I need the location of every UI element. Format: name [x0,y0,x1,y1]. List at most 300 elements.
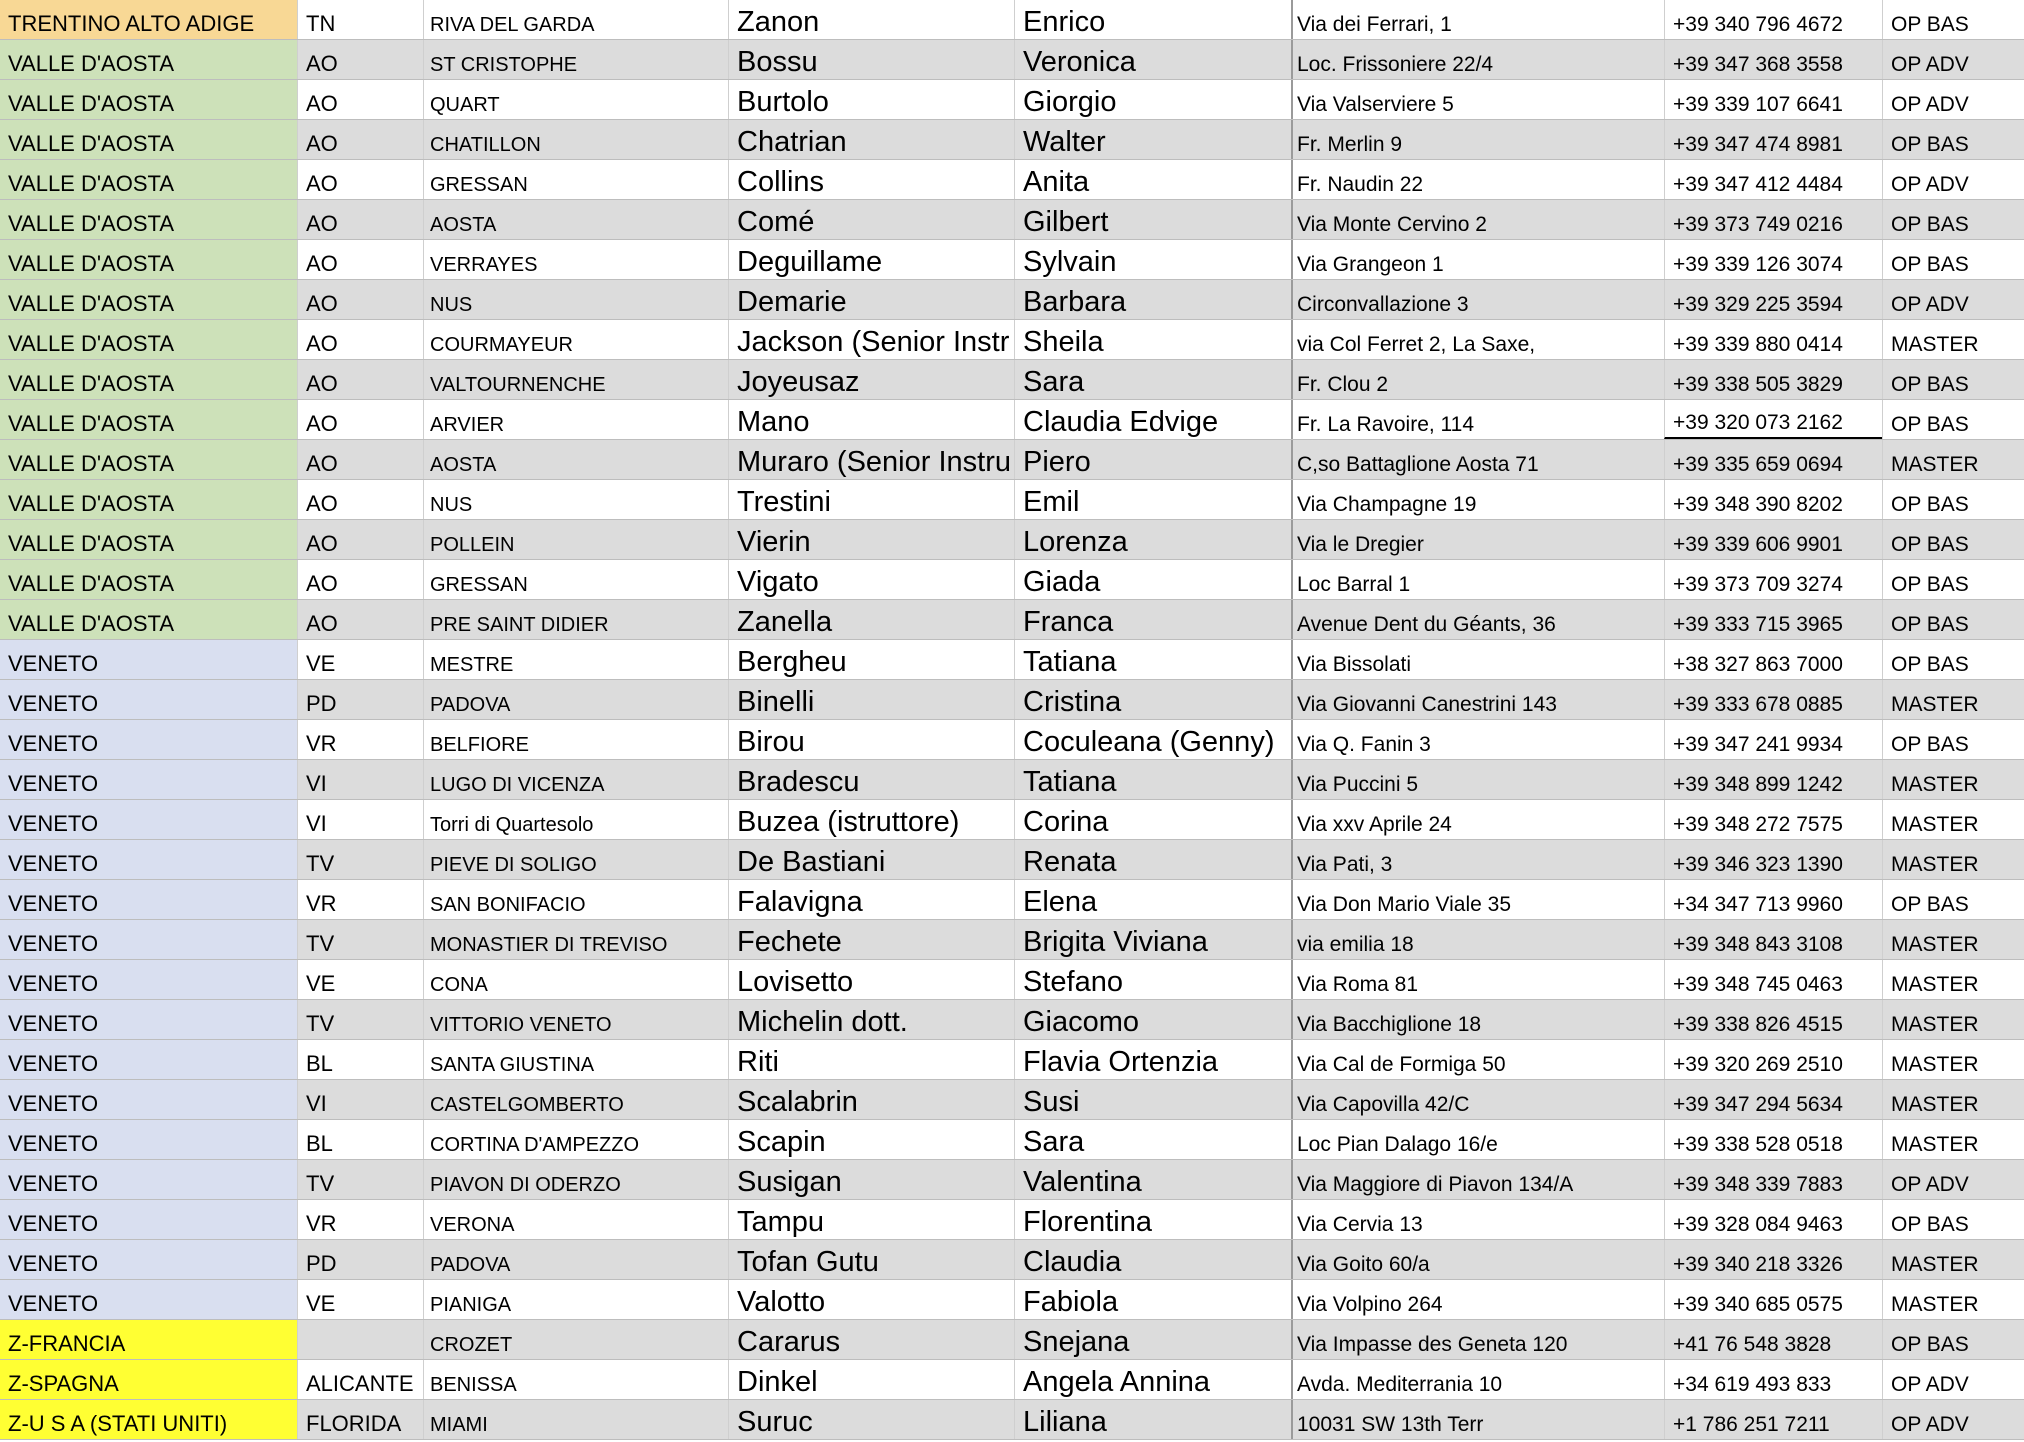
city-cell[interactable]: PRE SAINT DIDIER [423,600,728,639]
province-cell[interactable]: VR [297,1200,423,1239]
phone-cell[interactable]: +39 339 126 3074 [1664,240,1882,279]
region-cell[interactable]: VALLE D'AOSTA [0,440,297,479]
region-cell[interactable]: VALLE D'AOSTA [0,600,297,639]
table-row[interactable] [0,600,2024,640]
surname-cell[interactable]: Bergheu [728,640,1014,679]
level-cell[interactable]: MASTER [1882,960,2024,999]
address-cell[interactable]: Fr. Naudin 22 [1291,160,1664,199]
province-cell[interactable]: AO [297,120,423,159]
region-cell[interactable]: VALLE D'AOSTA [0,240,297,279]
province-cell[interactable] [297,1320,423,1359]
surname-cell[interactable]: Demarie [728,280,1014,319]
level-cell[interactable]: MASTER [1882,1120,2024,1159]
level-cell[interactable]: OP ADV [1882,40,2024,79]
address-cell[interactable]: Via Impasse des Geneta 120 [1291,1320,1664,1359]
table-row[interactable] [0,1000,2024,1040]
address-cell[interactable]: Via Pati, 3 [1291,840,1664,879]
surname-cell[interactable]: Vigato [728,560,1014,599]
address-cell[interactable]: Via Q. Fanin 3 [1291,720,1664,759]
address-cell[interactable]: Avenue Dent du Géants, 36 [1291,600,1664,639]
region-cell[interactable]: VENETO [0,720,297,759]
level-cell[interactable]: MASTER [1882,800,2024,839]
surname-cell[interactable]: Michelin dott. [728,1000,1014,1039]
phone-cell[interactable]: +34 619 493 833 [1664,1360,1882,1399]
phone-cell[interactable]: +41 76 548 3828 [1664,1320,1882,1359]
first-name-cell[interactable]: Giacomo [1014,1000,1291,1039]
level-cell[interactable]: OP BAS [1882,240,2024,279]
city-cell[interactable]: Torri di Quartesolo [423,800,728,839]
address-cell[interactable]: Via dei Ferrari, 1 [1291,0,1664,39]
phone-cell[interactable]: +39 328 084 9463 [1664,1200,1882,1239]
surname-cell[interactable]: Comé [728,200,1014,239]
address-cell[interactable]: Via Cal de Formiga 50 [1291,1040,1664,1079]
phone-cell[interactable]: +38 327 863 7000 [1664,640,1882,679]
table-row[interactable] [0,640,2024,680]
level-cell[interactable]: OP BAS [1882,400,2024,439]
address-cell[interactable]: Loc. Frissoniere 22/4 [1291,40,1664,79]
region-cell[interactable]: VENETO [0,640,297,679]
surname-cell[interactable]: Birou [728,720,1014,759]
first-name-cell[interactable]: Sara [1014,360,1291,399]
level-cell[interactable]: MASTER [1882,680,2024,719]
first-name-cell[interactable]: Claudia Edvige [1014,400,1291,439]
address-cell[interactable]: Via Goito 60/a [1291,1240,1664,1279]
level-cell[interactable]: MASTER [1882,1280,2024,1319]
surname-cell[interactable]: Lovisetto [728,960,1014,999]
phone-cell[interactable]: +39 347 241 9934 [1664,720,1882,759]
region-cell[interactable]: VENETO [0,1000,297,1039]
first-name-cell[interactable]: Franca [1014,600,1291,639]
first-name-cell[interactable]: Elena [1014,880,1291,919]
province-cell[interactable]: AO [297,80,423,119]
address-cell[interactable]: Avda. Mediterrania 10 [1291,1360,1664,1399]
province-cell[interactable]: VE [297,640,423,679]
table-row[interactable] [0,480,2024,520]
phone-cell[interactable]: +39 347 294 5634 [1664,1080,1882,1119]
phone-cell[interactable]: +39 335 659 0694 [1664,440,1882,479]
address-cell[interactable]: C,so Battaglione Aosta 71 [1291,440,1664,479]
province-cell[interactable]: VR [297,880,423,919]
surname-cell[interactable]: Tampu [728,1200,1014,1239]
province-cell[interactable]: AO [297,400,423,439]
table-row[interactable] [0,200,2024,240]
phone-cell[interactable]: +39 348 843 3108 [1664,920,1882,959]
phone-cell[interactable]: +39 320 073 2162 [1664,400,1882,439]
province-cell[interactable]: AO [297,600,423,639]
surname-cell[interactable]: Trestini [728,480,1014,519]
address-cell[interactable]: Via Champagne 19 [1291,480,1664,519]
region-cell[interactable]: VENETO [0,1280,297,1319]
table-row[interactable] [0,440,2024,480]
city-cell[interactable]: LUGO DI VICENZA [423,760,728,799]
table-row[interactable] [0,1120,2024,1160]
province-cell[interactable]: PD [297,1240,423,1279]
province-cell[interactable]: AO [297,560,423,599]
first-name-cell[interactable]: Walter [1014,120,1291,159]
city-cell[interactable]: VERRAYES [423,240,728,279]
address-cell[interactable]: Loc Barral 1 [1291,560,1664,599]
first-name-cell[interactable]: Giorgio [1014,80,1291,119]
phone-cell[interactable]: +39 348 390 8202 [1664,480,1882,519]
first-name-cell[interactable]: Brigita Viviana [1014,920,1291,959]
level-cell[interactable]: OP BAS [1882,600,2024,639]
city-cell[interactable]: GRESSAN [423,160,728,199]
table-row[interactable] [0,1360,2024,1400]
first-name-cell[interactable]: Stefano [1014,960,1291,999]
city-cell[interactable]: ST CRISTOPHE [423,40,728,79]
city-cell[interactable]: POLLEIN [423,520,728,559]
level-cell[interactable]: OP BAS [1882,120,2024,159]
province-cell[interactable]: ALICANTE [297,1360,423,1399]
level-cell[interactable]: OP BAS [1882,200,2024,239]
region-cell[interactable]: VALLE D'AOSTA [0,160,297,199]
first-name-cell[interactable]: Barbara [1014,280,1291,319]
surname-cell[interactable]: Scalabrin [728,1080,1014,1119]
city-cell[interactable]: PADOVA [423,680,728,719]
table-row[interactable] [0,160,2024,200]
first-name-cell[interactable]: Claudia [1014,1240,1291,1279]
surname-cell[interactable]: Binelli [728,680,1014,719]
region-cell[interactable]: Z-U S A (STATI UNITI) [0,1400,297,1439]
address-cell[interactable]: Fr. Merlin 9 [1291,120,1664,159]
address-cell[interactable]: Loc Pian Dalago 16/e [1291,1120,1664,1159]
province-cell[interactable]: VE [297,1280,423,1319]
first-name-cell[interactable]: Florentina [1014,1200,1291,1239]
level-cell[interactable]: OP BAS [1882,360,2024,399]
table-row[interactable] [0,760,2024,800]
region-cell[interactable]: VENETO [0,680,297,719]
first-name-cell[interactable]: Tatiana [1014,760,1291,799]
level-cell[interactable]: OP ADV [1882,1160,2024,1199]
city-cell[interactable]: CORTINA D'AMPEZZO [423,1120,728,1159]
first-name-cell[interactable]: Cristina [1014,680,1291,719]
level-cell[interactable]: MASTER [1882,1240,2024,1279]
surname-cell[interactable]: Cararus [728,1320,1014,1359]
table-row[interactable] [0,880,2024,920]
city-cell[interactable]: CASTELGOMBERTO [423,1080,728,1119]
surname-cell[interactable]: Bossu [728,40,1014,79]
phone-cell[interactable]: +39 373 709 3274 [1664,560,1882,599]
city-cell[interactable]: COURMAYEUR [423,320,728,359]
region-cell[interactable]: Z-SPAGNA [0,1360,297,1399]
region-cell[interactable]: VALLE D'AOSTA [0,360,297,399]
table-row[interactable] [0,1320,2024,1360]
region-cell[interactable]: VENETO [0,1040,297,1079]
first-name-cell[interactable]: Flavia Ortenzia [1014,1040,1291,1079]
first-name-cell[interactable]: Renata [1014,840,1291,879]
city-cell[interactable]: PIAVON DI ODERZO [423,1160,728,1199]
region-cell[interactable]: VENETO [0,840,297,879]
first-name-cell[interactable]: Lorenza [1014,520,1291,559]
address-cell[interactable]: Via Bacchiglione 18 [1291,1000,1664,1039]
level-cell[interactable]: OP BAS [1882,560,2024,599]
table-row[interactable] [0,520,2024,560]
surname-cell[interactable]: Deguillame [728,240,1014,279]
first-name-cell[interactable]: Giada [1014,560,1291,599]
phone-cell[interactable]: +39 338 505 3829 [1664,360,1882,399]
table-row[interactable] [0,1200,2024,1240]
phone-cell[interactable]: +34 347 713 9960 [1664,880,1882,919]
city-cell[interactable]: MIAMI [423,1400,728,1439]
city-cell[interactable]: AOSTA [423,200,728,239]
address-cell[interactable]: Via Maggiore di Piavon 134/A [1291,1160,1664,1199]
surname-cell[interactable]: Joyeusaz [728,360,1014,399]
table-row[interactable] [0,720,2024,760]
surname-cell[interactable]: De Bastiani [728,840,1014,879]
region-cell[interactable]: VENETO [0,1200,297,1239]
phone-cell[interactable]: +39 338 528 0518 [1664,1120,1882,1159]
province-cell[interactable]: AO [297,480,423,519]
region-cell[interactable]: VALLE D'AOSTA [0,280,297,319]
city-cell[interactable]: SANTA GIUSTINA [423,1040,728,1079]
city-cell[interactable]: VALTOURNENCHE [423,360,728,399]
table-row[interactable] [0,960,2024,1000]
table-row[interactable] [0,360,2024,400]
level-cell[interactable]: OP BAS [1882,880,2024,919]
level-cell[interactable]: OP BAS [1882,1200,2024,1239]
phone-cell[interactable]: +39 333 678 0885 [1664,680,1882,719]
region-cell[interactable]: VENETO [0,1240,297,1279]
province-cell[interactable]: AO [297,280,423,319]
phone-cell[interactable]: +39 348 745 0463 [1664,960,1882,999]
region-cell[interactable]: VALLE D'AOSTA [0,400,297,439]
level-cell[interactable]: OP BAS [1882,720,2024,759]
level-cell[interactable]: OP BAS [1882,480,2024,519]
province-cell[interactable]: AO [297,240,423,279]
city-cell[interactable]: CHATILLON [423,120,728,159]
region-cell[interactable]: VALLE D'AOSTA [0,80,297,119]
surname-cell[interactable]: Mano [728,400,1014,439]
table-row[interactable] [0,1280,2024,1320]
phone-cell[interactable]: +39 340 218 3326 [1664,1240,1882,1279]
city-cell[interactable]: ARVIER [423,400,728,439]
first-name-cell[interactable]: Angela Annina [1014,1360,1291,1399]
city-cell[interactable]: BELFIORE [423,720,728,759]
table-row[interactable] [0,240,2024,280]
province-cell[interactable]: VE [297,960,423,999]
address-cell[interactable]: Via Don Mario Viale 35 [1291,880,1664,919]
city-cell[interactable]: CROZET [423,1320,728,1359]
level-cell[interactable]: OP BAS [1882,0,2024,39]
surname-cell[interactable]: Bradescu [728,760,1014,799]
address-cell[interactable]: 10031 SW 13th Terr [1291,1400,1664,1439]
region-cell[interactable]: VENETO [0,920,297,959]
address-cell[interactable]: via emilia 18 [1291,920,1664,959]
province-cell[interactable]: AO [297,320,423,359]
city-cell[interactable]: PADOVA [423,1240,728,1279]
region-cell[interactable]: VENETO [0,800,297,839]
province-cell[interactable]: VI [297,1080,423,1119]
table-row[interactable] [0,0,2024,40]
region-cell[interactable]: VALLE D'AOSTA [0,40,297,79]
first-name-cell[interactable]: Fabiola [1014,1280,1291,1319]
city-cell[interactable]: QUART [423,80,728,119]
first-name-cell[interactable]: Anita [1014,160,1291,199]
address-cell[interactable]: Via Valserviere 5 [1291,80,1664,119]
table-row[interactable] [0,840,2024,880]
city-cell[interactable]: PIEVE DI SOLIGO [423,840,728,879]
first-name-cell[interactable]: Sylvain [1014,240,1291,279]
phone-cell[interactable]: +39 347 368 3558 [1664,40,1882,79]
surname-cell[interactable]: Zanella [728,600,1014,639]
province-cell[interactable]: TN [297,0,423,39]
region-cell[interactable]: VENETO [0,1080,297,1119]
table-row[interactable] [0,1240,2024,1280]
province-cell[interactable]: AO [297,200,423,239]
level-cell[interactable]: MASTER [1882,760,2024,799]
city-cell[interactable]: AOSTA [423,440,728,479]
surname-cell[interactable]: Fechete [728,920,1014,959]
first-name-cell[interactable]: Snejana [1014,1320,1291,1359]
address-cell[interactable]: Via xxv Aprile 24 [1291,800,1664,839]
table-row[interactable] [0,280,2024,320]
phone-cell[interactable]: +39 348 339 7883 [1664,1160,1882,1199]
phone-cell[interactable]: +39 338 826 4515 [1664,1000,1882,1039]
address-cell[interactable]: Via Puccini 5 [1291,760,1664,799]
province-cell[interactable]: AO [297,520,423,559]
province-cell[interactable]: AO [297,360,423,399]
phone-cell[interactable]: +39 329 225 3594 [1664,280,1882,319]
phone-cell[interactable]: +39 373 749 0216 [1664,200,1882,239]
phone-cell[interactable]: +39 340 685 0575 [1664,1280,1882,1319]
region-cell[interactable]: VALLE D'AOSTA [0,200,297,239]
region-cell[interactable]: Z-FRANCIA [0,1320,297,1359]
city-cell[interactable]: PIANIGA [423,1280,728,1319]
level-cell[interactable]: MASTER [1882,1000,2024,1039]
first-name-cell[interactable]: Corina [1014,800,1291,839]
level-cell[interactable]: OP ADV [1882,280,2024,319]
table-row[interactable] [0,40,2024,80]
first-name-cell[interactable]: Emil [1014,480,1291,519]
address-cell[interactable]: Fr. Clou 2 [1291,360,1664,399]
surname-cell[interactable]: Falavigna [728,880,1014,919]
surname-cell[interactable]: Suruc [728,1400,1014,1439]
address-cell[interactable]: Via Capovilla 42/C [1291,1080,1664,1119]
region-cell[interactable]: VALLE D'AOSTA [0,120,297,159]
first-name-cell[interactable]: Liliana [1014,1400,1291,1439]
region-cell[interactable]: VENETO [0,1120,297,1159]
province-cell[interactable]: AO [297,160,423,199]
address-cell[interactable]: Circonvallazione 3 [1291,280,1664,319]
surname-cell[interactable]: Scapin [728,1120,1014,1159]
level-cell[interactable]: OP BAS [1882,640,2024,679]
surname-cell[interactable]: Dinkel [728,1360,1014,1399]
level-cell[interactable]: MASTER [1882,320,2024,359]
city-cell[interactable]: CONA [423,960,728,999]
address-cell[interactable]: Via Cervia 13 [1291,1200,1664,1239]
surname-cell[interactable]: Buzea (istruttore) [728,800,1014,839]
region-cell[interactable]: VALLE D'AOSTA [0,560,297,599]
phone-cell[interactable]: +39 339 606 9901 [1664,520,1882,559]
level-cell[interactable]: OP BAS [1882,520,2024,559]
table-row[interactable] [0,1040,2024,1080]
region-cell[interactable]: VALLE D'AOSTA [0,520,297,559]
table-row[interactable] [0,680,2024,720]
level-cell[interactable]: MASTER [1882,840,2024,879]
city-cell[interactable]: NUS [423,480,728,519]
city-cell[interactable]: VITTORIO VENETO [423,1000,728,1039]
table-row[interactable] [0,800,2024,840]
province-cell[interactable]: BL [297,1120,423,1159]
first-name-cell[interactable]: Piero [1014,440,1291,479]
city-cell[interactable]: MONASTIER DI TREVISO [423,920,728,959]
level-cell[interactable]: MASTER [1882,920,2024,959]
phone-cell[interactable]: +39 348 272 7575 [1664,800,1882,839]
table-row[interactable] [0,920,2024,960]
province-cell[interactable]: TV [297,920,423,959]
province-cell[interactable]: VI [297,800,423,839]
level-cell[interactable]: OP BAS [1882,1320,2024,1359]
table-row[interactable] [0,1080,2024,1120]
province-cell[interactable]: TV [297,1000,423,1039]
address-cell[interactable]: Via Roma 81 [1291,960,1664,999]
address-cell[interactable]: Via Monte Cervino 2 [1291,200,1664,239]
surname-cell[interactable]: Zanon [728,0,1014,39]
surname-cell[interactable]: Tofan Gutu [728,1240,1014,1279]
region-cell[interactable]: VENETO [0,1160,297,1199]
phone-cell[interactable]: +1 786 251 7211 [1664,1400,1882,1439]
surname-cell[interactable]: Valotto [728,1280,1014,1319]
phone-cell[interactable]: +39 348 899 1242 [1664,760,1882,799]
address-cell[interactable]: Via Giovanni Canestrini 143 [1291,680,1664,719]
surname-cell[interactable]: Riti [728,1040,1014,1079]
phone-cell[interactable]: +39 347 412 4484 [1664,160,1882,199]
region-cell[interactable]: TRENTINO ALTO ADIGE [0,0,297,39]
province-cell[interactable]: PD [297,680,423,719]
address-cell[interactable]: Via le Dregier [1291,520,1664,559]
level-cell[interactable]: OP ADV [1882,1400,2024,1439]
level-cell[interactable]: OP ADV [1882,1360,2024,1399]
table-row[interactable] [0,1160,2024,1200]
level-cell[interactable]: OP ADV [1882,160,2024,199]
region-cell[interactable]: VENETO [0,880,297,919]
table-row[interactable] [0,320,2024,360]
surname-cell[interactable]: Burtolo [728,80,1014,119]
address-cell[interactable]: Fr. La Ravoire, 114 [1291,400,1664,439]
address-cell[interactable]: via Col Ferret 2, La Saxe, [1291,320,1664,359]
address-cell[interactable]: Via Bissolati [1291,640,1664,679]
province-cell[interactable]: FLORIDA [297,1400,423,1439]
region-cell[interactable]: VALLE D'AOSTA [0,320,297,359]
first-name-cell[interactable]: Enrico [1014,0,1291,39]
surname-cell[interactable]: Jackson (Senior Instr [728,320,1014,359]
first-name-cell[interactable]: Gilbert [1014,200,1291,239]
surname-cell[interactable]: Collins [728,160,1014,199]
province-cell[interactable]: TV [297,1160,423,1199]
table-row[interactable] [0,120,2024,160]
surname-cell[interactable]: Susigan [728,1160,1014,1199]
phone-cell[interactable]: +39 339 880 0414 [1664,320,1882,359]
table-row[interactable] [0,80,2024,120]
city-cell[interactable]: MESTRE [423,640,728,679]
phone-cell[interactable]: +39 340 796 4672 [1664,0,1882,39]
city-cell[interactable]: NUS [423,280,728,319]
surname-cell[interactable]: Muraro (Senior Instru [728,440,1014,479]
level-cell[interactable]: MASTER [1882,1080,2024,1119]
city-cell[interactable]: RIVA DEL GARDA [423,0,728,39]
province-cell[interactable]: VI [297,760,423,799]
table-row[interactable] [0,400,2024,440]
level-cell[interactable]: MASTER [1882,1040,2024,1079]
first-name-cell[interactable]: Coculeana (Genny) [1014,720,1291,759]
table-row[interactable] [0,560,2024,600]
level-cell[interactable]: OP ADV [1882,80,2024,119]
first-name-cell[interactable]: Valentina [1014,1160,1291,1199]
phone-cell[interactable]: +39 346 323 1390 [1664,840,1882,879]
first-name-cell[interactable]: Tatiana [1014,640,1291,679]
province-cell[interactable]: AO [297,440,423,479]
phone-cell[interactable]: +39 339 107 6641 [1664,80,1882,119]
